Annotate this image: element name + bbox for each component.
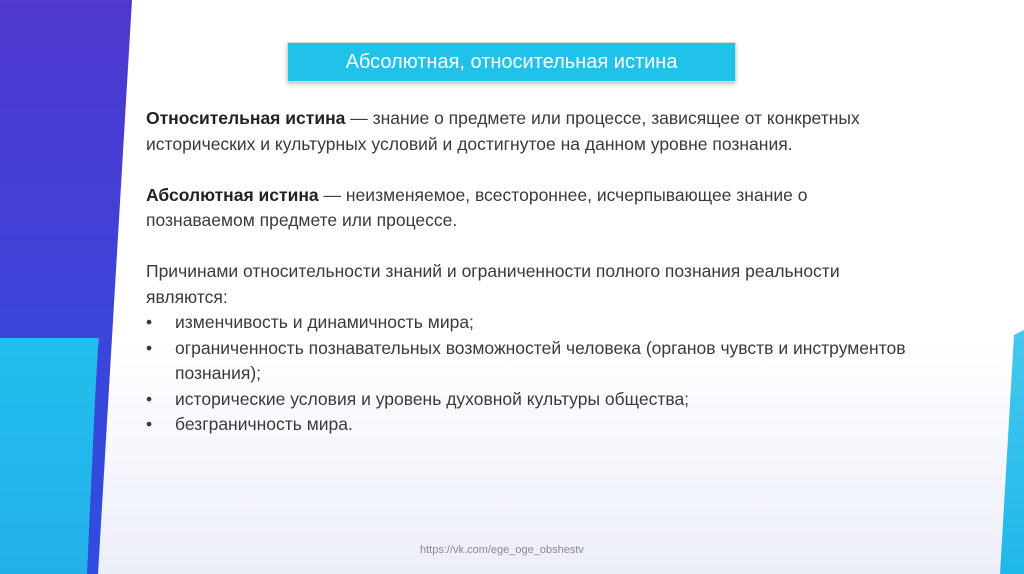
list-item-text: изменчивость и динамичность мира; — [175, 312, 474, 332]
absolute-truth-definition: — неизменяемое, всестороннее, исчерпывающее знание о познаваемом предмете или процессе. — [146, 184, 808, 230]
list-item — [146, 336, 906, 387]
absolute-truth-paragraph — [146, 183, 906, 234]
list-item-text: безграничность мира. — [175, 414, 353, 434]
right-cyan-band — [1000, 330, 1024, 574]
footer-link[interactable]: https://vk.com/ege_oge_obshestv — [420, 544, 584, 556]
relative-truth-term: Относительная истина — [146, 108, 346, 128]
list-item — [146, 387, 906, 413]
list-item — [146, 412, 906, 438]
list-item-text: ограниченность познавательных возможностей человека (органов чувств и инструментов познания); — [175, 337, 906, 383]
bullet-icon: • — [146, 414, 153, 434]
relative-truth-definition: — знание о предмете или процессе, зависящее от конкретных исторических и культурных условий и достигнутое на данном уровне познания. — [146, 108, 860, 154]
bullet-icon: • — [146, 337, 153, 358]
slide-content — [146, 106, 906, 438]
bullet-icon: • — [146, 312, 153, 332]
slide-title — [287, 42, 736, 82]
list-item-text: исторические условия и уровень духовной культуры общества; — [175, 388, 690, 409]
reasons-intro: Причинами относительности знаний и ограниченности полного познания реальности являются: — [146, 261, 840, 307]
slide-title-text: Абсолютная, относительная истина — [345, 50, 678, 73]
bullet-icon: • — [146, 388, 153, 409]
reasons-list — [146, 310, 906, 438]
left-cyan-accent — [0, 338, 99, 574]
relative-truth-paragraph — [146, 106, 906, 157]
list-item — [146, 310, 906, 336]
absolute-truth-term: Абсолютная истина — [146, 184, 319, 205]
